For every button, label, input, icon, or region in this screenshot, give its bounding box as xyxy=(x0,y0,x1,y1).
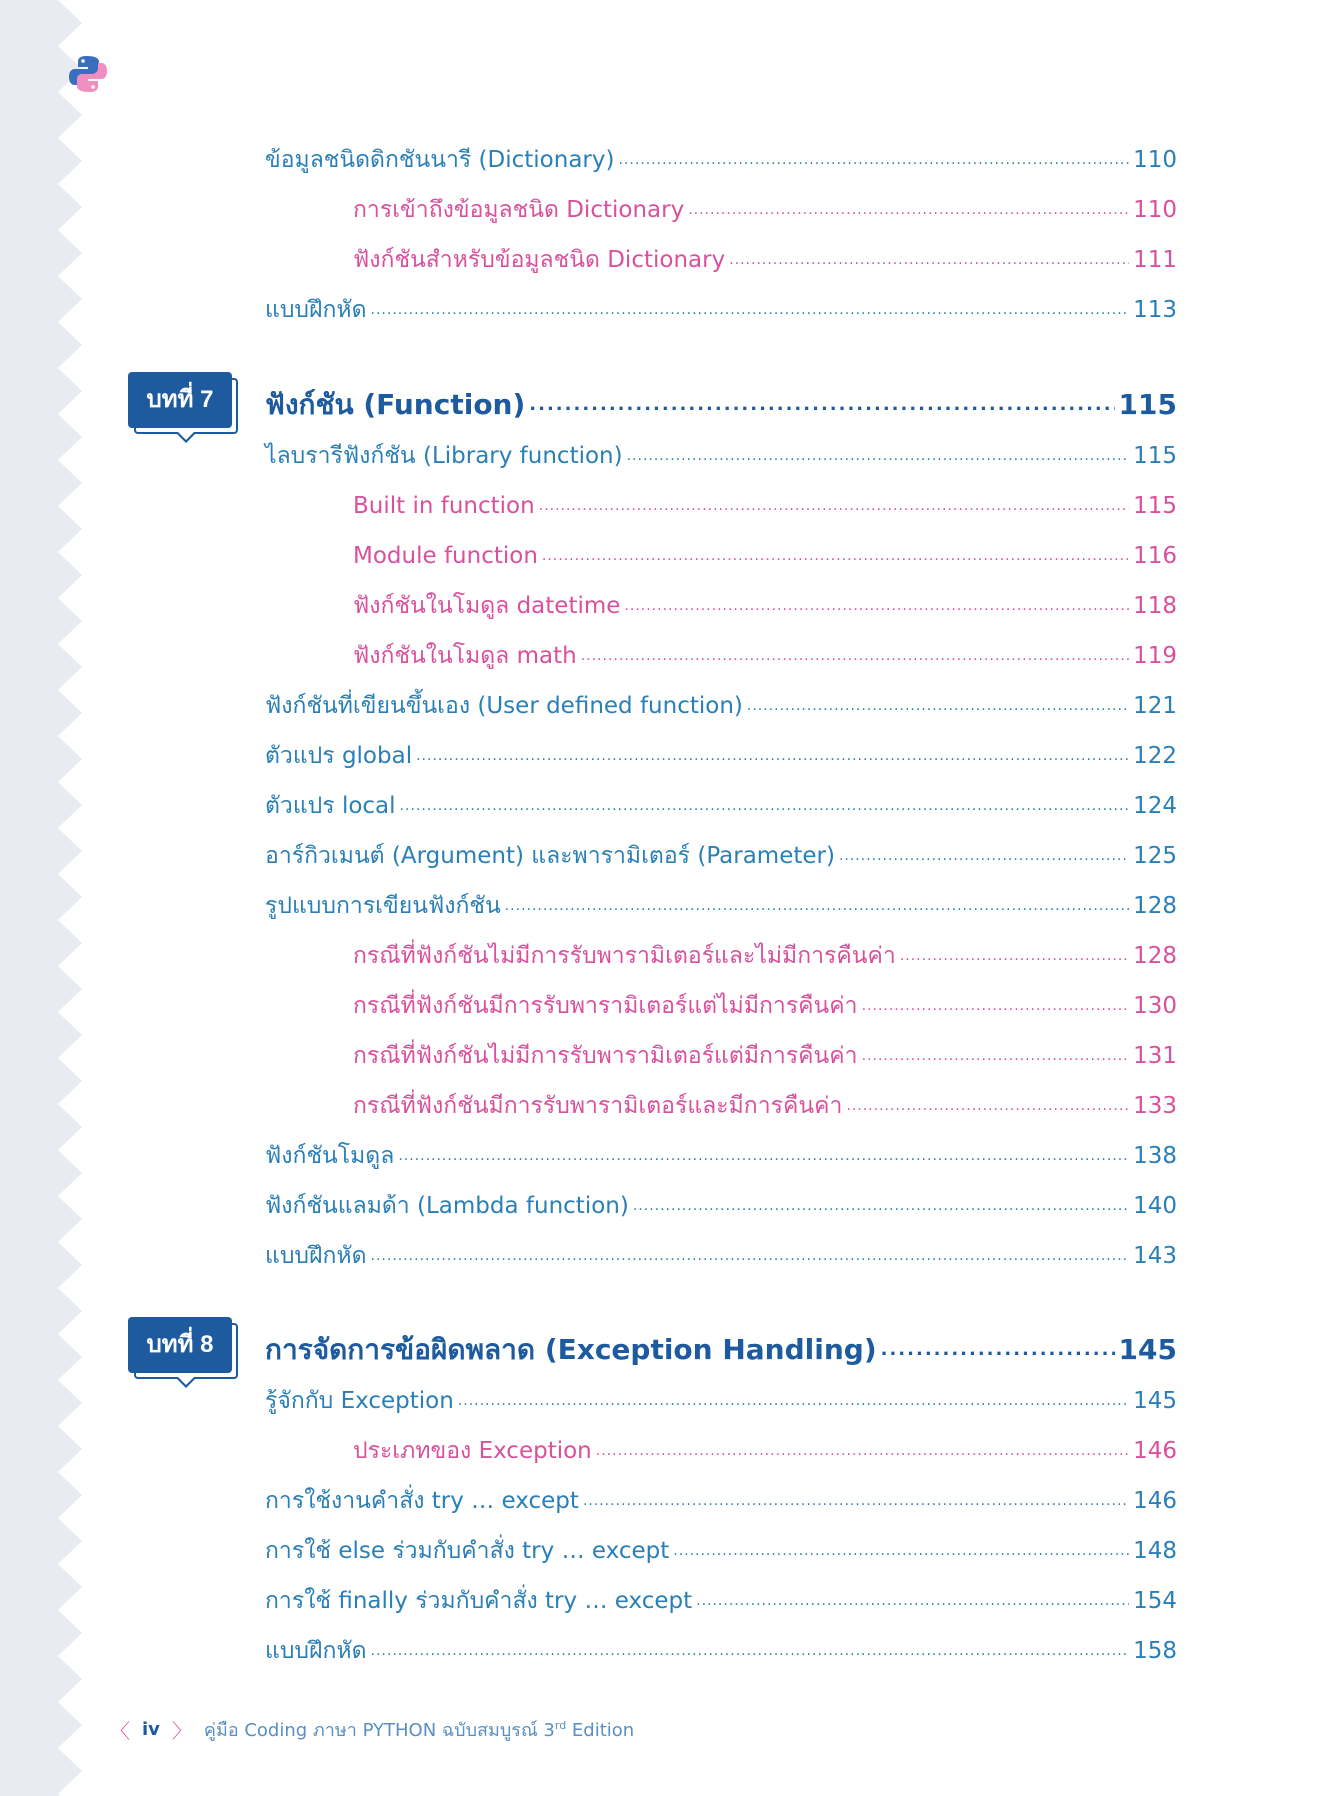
dot-leader xyxy=(529,382,1114,428)
toc-page-number: 133 xyxy=(1133,1093,1177,1119)
toc-entry[interactable] xyxy=(265,1236,1177,1276)
toc-page-number: 119 xyxy=(1133,643,1177,669)
chapter-badge xyxy=(128,372,234,430)
toc-entry[interactable] xyxy=(265,886,1177,926)
toc-page-number: 145 xyxy=(1118,1333,1177,1366)
toc-page-number: 125 xyxy=(1133,843,1177,869)
toc-page-number: 111 xyxy=(1133,247,1177,273)
toc-page-number: 146 xyxy=(1133,1488,1177,1514)
toc-entry-title: กรณีที่ฟังก์ชันมีการรับพารามิเตอร์และมีการคืนค่า xyxy=(353,1093,843,1119)
toc-entry[interactable] xyxy=(265,686,1177,726)
edition-superscript: rd xyxy=(554,1718,567,1732)
toc-entry[interactable] xyxy=(265,1581,1177,1621)
toc-entry-title: ฟังก์ชันที่เขียนขึ้นเอง (User defined function) xyxy=(265,693,743,719)
toc-page-number: 140 xyxy=(1133,1193,1177,1219)
dot-leader xyxy=(371,1236,1130,1276)
dot-leader xyxy=(747,686,1129,726)
toc-entry-title: ข้อมูลชนิดดิกชันนารี (Dictionary) xyxy=(265,147,615,173)
toc-entry-title: อาร์กิวเมนต์ (Argument) และพารามิเตอร์ (Parameter) xyxy=(265,843,835,869)
toc-page-number: 131 xyxy=(1133,1043,1177,1069)
toc-subentry[interactable] xyxy=(353,486,1177,526)
dot-leader xyxy=(839,836,1129,876)
dot-leader xyxy=(624,586,1129,626)
dot-leader xyxy=(618,140,1129,180)
page-number: iv xyxy=(142,1718,160,1740)
book-title: คู่มือ Coding ภาษา PYTHON ฉบับสมบูรณ์ 3rd Edition xyxy=(203,1718,635,1741)
toc-page-number: 146 xyxy=(1133,1438,1177,1464)
toc-entry-title: การเข้าถึงข้อมูลชนิด Dictionary xyxy=(353,197,685,223)
badge-pointer-inner xyxy=(178,432,194,440)
toc-subentry[interactable] xyxy=(353,240,1177,280)
toc-entry-title: Built in function xyxy=(353,493,535,519)
toc-entry-title: กรณีที่ฟังก์ชันไม่มีการรับพารามิเตอร์แต่มีการคืนค่า xyxy=(353,1043,858,1069)
toc-page-number: 110 xyxy=(1133,147,1177,173)
dot-leader xyxy=(696,1581,1129,1621)
toc-entry-title: ฟังก์ชันในโมดูล math xyxy=(353,643,577,669)
toc-page-number: 148 xyxy=(1133,1538,1177,1564)
toc-entry-title: รู้จักกับ Exception xyxy=(265,1388,454,1414)
toc-page-number: 138 xyxy=(1133,1143,1177,1169)
toc-entry-title: การใช้ finally ร่วมกับคำสั่ง try … except xyxy=(265,1588,693,1614)
toc-entry-title: ฟังก์ชันสำหรับข้อมูลชนิด Dictionary xyxy=(353,247,726,273)
dot-leader xyxy=(416,736,1129,776)
toc-page-number: 154 xyxy=(1133,1588,1177,1614)
toc-entry-title: การใช้งานคำสั่ง try … except xyxy=(265,1488,579,1514)
toc-entry-title: การใช้ else ร่วมกับคำสั่ง try … except xyxy=(265,1538,670,1564)
toc-page-number: 143 xyxy=(1133,1243,1177,1269)
toc-entry-title: ฟังก์ชันแลมด้า (Lambda function) xyxy=(265,1193,629,1219)
toc-subentry[interactable] xyxy=(353,636,1177,676)
toc-entry[interactable] xyxy=(265,140,1177,180)
toc-page-number: 121 xyxy=(1133,693,1177,719)
toc-page-number: 118 xyxy=(1133,593,1177,619)
toc-page-number: 124 xyxy=(1133,793,1177,819)
toc-page-number: 122 xyxy=(1133,743,1177,769)
dot-leader xyxy=(729,240,1129,280)
dot-leader xyxy=(458,1381,1129,1421)
toc-entry[interactable] xyxy=(265,736,1177,776)
toc-entry-title: ตัวแปร local xyxy=(265,793,396,819)
toc-chapter-heading[interactable] xyxy=(265,1327,1177,1373)
dot-leader xyxy=(846,1086,1129,1126)
toc-entry-title: ประเภทของ Exception xyxy=(353,1438,592,1464)
chapter-badge-label: บทที่ 8 xyxy=(128,1317,232,1373)
toc-page-number: 115 xyxy=(1133,443,1177,469)
dot-leader xyxy=(862,1036,1130,1076)
chevron-right-icon: 〉 xyxy=(171,1718,192,1743)
toc-entry-title: กรณีที่ฟังก์ชันมีการรับพารามิเตอร์แต่ไม่มีการคืนค่า xyxy=(353,993,858,1019)
dot-leader xyxy=(581,636,1129,676)
toc-subentry[interactable] xyxy=(353,1036,1177,1076)
toc-page-number: 115 xyxy=(1118,388,1177,421)
toc-page-number: 128 xyxy=(1133,943,1177,969)
toc-entry[interactable] xyxy=(265,290,1177,330)
toc-subentry[interactable] xyxy=(353,190,1177,230)
toc-entry-title: แบบฝึกหัด xyxy=(265,1243,367,1269)
dot-leader xyxy=(505,886,1129,926)
dot-leader xyxy=(583,1481,1129,1521)
toc-entry-title: รูปแบบการเขียนฟังก์ชัน xyxy=(265,893,501,919)
dot-leader xyxy=(371,1631,1130,1671)
toc-subentry[interactable] xyxy=(353,586,1177,626)
toc-page-number: 145 xyxy=(1133,1388,1177,1414)
dot-leader xyxy=(688,190,1129,230)
toc-entry[interactable] xyxy=(265,1136,1177,1176)
toc-page-number: 110 xyxy=(1133,197,1177,223)
toc-page-number: 115 xyxy=(1133,493,1177,519)
chapter-badge-label: บทที่ 7 xyxy=(128,372,232,428)
toc-entry-title: แบบฝึกหัด xyxy=(265,1638,367,1664)
toc-entry[interactable] xyxy=(265,836,1177,876)
toc-entry-title: ตัวแปร global xyxy=(265,743,413,769)
toc-entry-title: ฟังก์ชันโมดูล xyxy=(265,1143,395,1169)
dot-leader xyxy=(900,936,1129,976)
toc-page-number: 128 xyxy=(1133,893,1177,919)
dot-leader xyxy=(633,1186,1129,1226)
dot-leader xyxy=(673,1531,1129,1571)
page-footer xyxy=(110,1714,634,1744)
toc-subentry[interactable] xyxy=(353,1431,1177,1471)
toc-entry[interactable] xyxy=(265,436,1177,476)
toc-entry-title: Module function xyxy=(353,543,538,569)
dot-leader xyxy=(627,436,1129,476)
dot-leader xyxy=(596,1431,1129,1471)
toc-entry-title: ฟังก์ชัน (Function) xyxy=(265,388,526,421)
toc-entry[interactable] xyxy=(265,1481,1177,1521)
toc-entry-title: การจัดการข้อผิดพลาด (Exception Handling) xyxy=(265,1333,877,1366)
toc-entry-title: ไลบรารีฟังก์ชัน (Library function) xyxy=(265,443,623,469)
toc-entry[interactable] xyxy=(265,1381,1177,1421)
dot-leader xyxy=(542,536,1129,576)
toc-page-number: 116 xyxy=(1133,543,1177,569)
toc-entry-title: กรณีที่ฟังก์ชันไม่มีการรับพารามิเตอร์และไม่มีการคืนค่า xyxy=(353,943,896,969)
toc-page-number: 158 xyxy=(1133,1638,1177,1664)
toc-entry-title: แบบฝึกหัด xyxy=(265,297,367,323)
dot-leader xyxy=(539,486,1129,526)
dot-leader xyxy=(881,1327,1115,1373)
badge-pointer-inner xyxy=(178,1377,194,1385)
toc-page-number: 130 xyxy=(1133,993,1177,1019)
toc-subentry[interactable] xyxy=(353,936,1177,976)
toc-subentry[interactable] xyxy=(353,536,1177,576)
toc-page-number: 113 xyxy=(1133,297,1177,323)
toc-entry[interactable] xyxy=(265,786,1177,826)
toc-entry[interactable] xyxy=(265,1531,1177,1571)
toc-subentry[interactable] xyxy=(353,1086,1177,1126)
dot-leader xyxy=(862,986,1130,1026)
toc-entry[interactable] xyxy=(265,1186,1177,1226)
chapter-badge xyxy=(128,1317,234,1375)
toc-chapter-heading[interactable] xyxy=(265,382,1177,428)
dot-leader xyxy=(398,1136,1129,1176)
toc-subentry[interactable] xyxy=(353,986,1177,1026)
chevron-left-icon: 〈 xyxy=(110,1718,130,1743)
toc-entry-title: ฟังก์ชันในโมดูล datetime xyxy=(353,593,621,619)
toc-entry[interactable] xyxy=(265,1631,1177,1671)
dot-leader xyxy=(371,290,1130,330)
dot-leader xyxy=(400,786,1130,826)
